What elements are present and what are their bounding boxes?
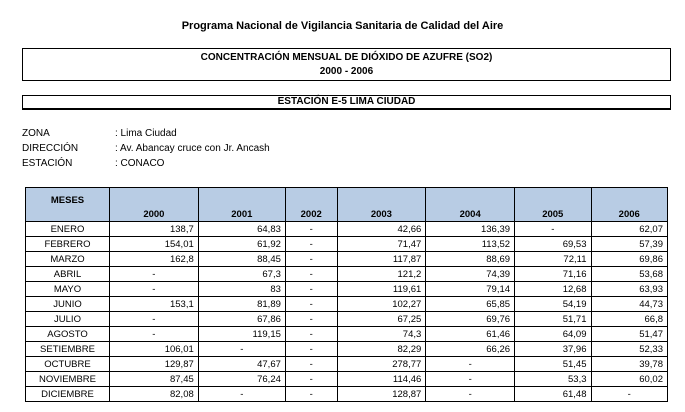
value-cell: 117,87	[337, 252, 426, 267]
value-cell: -	[110, 327, 199, 342]
value-cell: 129,87	[110, 357, 199, 372]
value-cell: -	[285, 282, 337, 297]
value-cell: 278,77	[337, 357, 426, 372]
info-value: : Lima Ciudad	[115, 128, 177, 139]
value-cell: 136,39	[426, 222, 515, 237]
month-cell: MARZO	[26, 252, 110, 267]
year-column-header: 2003	[337, 188, 426, 222]
table-row	[26, 252, 668, 267]
month-column-header: MESES	[26, 188, 110, 222]
value-cell: 113,52	[426, 237, 515, 252]
value-cell: -	[515, 222, 591, 237]
value-cell: 66,8	[591, 312, 668, 327]
year-column-header: 2004	[426, 188, 515, 222]
value-cell: 69,76	[426, 312, 515, 327]
value-cell: 81,89	[198, 297, 285, 312]
value-cell: 47,67	[198, 357, 285, 372]
value-cell: 154,01	[110, 237, 199, 252]
value-cell: 62,07	[591, 222, 668, 237]
value-cell: 102,27	[337, 297, 426, 312]
month-cell: ABRIL	[26, 267, 110, 282]
value-cell: 67,25	[337, 312, 426, 327]
table-row	[26, 372, 668, 387]
value-cell: -	[426, 372, 515, 387]
value-cell: -	[285, 372, 337, 387]
value-cell: 138,7	[110, 222, 199, 237]
month-cell: JUNIO	[26, 297, 110, 312]
month-cell: JULIO	[26, 312, 110, 327]
value-cell: 88,69	[426, 252, 515, 267]
month-cell: MAYO	[26, 282, 110, 297]
value-cell: 53,68	[591, 267, 668, 282]
value-cell: 52,33	[591, 342, 668, 357]
year-column-header: 2002	[285, 188, 337, 222]
value-cell: -	[285, 327, 337, 342]
value-cell: -	[285, 387, 337, 402]
value-cell: -	[285, 342, 337, 357]
value-cell: 71,47	[337, 237, 426, 252]
month-cell: AGOSTO	[26, 327, 110, 342]
value-cell: 74,3	[337, 327, 426, 342]
info-value: : CONACO	[115, 158, 165, 169]
value-cell: 82,08	[110, 387, 199, 402]
value-cell: 65,85	[426, 297, 515, 312]
value-cell: 69,86	[591, 252, 668, 267]
value-cell: -	[591, 387, 668, 402]
program-title: Programa Nacional de Vigilancia Sanitaria de Calidad del Aire	[181, 20, 504, 32]
report-title: CONCENTRACIÓN MENSUAL DE DIÓXIDO DE AZUFRE (SO2)	[200, 52, 493, 63]
table-row	[26, 267, 668, 282]
year-column-header: 2005	[515, 188, 591, 222]
value-cell: 44,73	[591, 297, 668, 312]
info-key: ZONA	[22, 128, 50, 139]
value-cell: 82,29	[337, 342, 426, 357]
value-cell: 61,46	[426, 327, 515, 342]
year-column-header: 2001	[198, 188, 285, 222]
table-row	[26, 237, 668, 252]
year-column-header: 2000	[110, 188, 199, 222]
value-cell: 88,45	[198, 252, 285, 267]
table-row	[26, 357, 668, 372]
month-cell: ENERO	[26, 222, 110, 237]
value-cell: 83	[198, 282, 285, 297]
value-cell: 106,01	[110, 342, 199, 357]
value-cell: -	[285, 312, 337, 327]
value-cell: 67,86	[198, 312, 285, 327]
info-value: : Av. Abancay cruce con Jr. Ancash	[115, 143, 270, 154]
so2-table	[25, 187, 668, 402]
month-cell: DICIEMBRE	[26, 387, 110, 402]
value-cell: 119,61	[337, 282, 426, 297]
value-cell: -	[285, 267, 337, 282]
value-cell: 51,45	[515, 357, 591, 372]
table-row	[26, 312, 668, 327]
value-cell: 51,71	[515, 312, 591, 327]
table-row	[26, 387, 668, 402]
value-cell: 114,46	[337, 372, 426, 387]
value-cell: 39,78	[591, 357, 668, 372]
value-cell: 72,11	[515, 252, 591, 267]
value-cell: 162,8	[110, 252, 199, 267]
value-cell: -	[285, 297, 337, 312]
value-cell: -	[285, 357, 337, 372]
value-cell: 51,47	[591, 327, 668, 342]
value-cell: 64,83	[198, 222, 285, 237]
value-cell: 12,68	[515, 282, 591, 297]
value-cell: -	[110, 282, 199, 297]
value-cell: 153,1	[110, 297, 199, 312]
value-cell: 63,93	[591, 282, 668, 297]
value-cell: 42,66	[337, 222, 426, 237]
value-cell: -	[426, 357, 515, 372]
table-row	[26, 297, 668, 312]
value-cell: 53,3	[515, 372, 591, 387]
value-cell: -	[110, 312, 199, 327]
month-cell: SETIEMBRE	[26, 342, 110, 357]
value-cell: -	[285, 222, 337, 237]
table-header-row	[26, 188, 668, 222]
value-cell: 69,53	[515, 237, 591, 252]
table-row	[26, 327, 668, 342]
month-cell: FEBRERO	[26, 237, 110, 252]
station-header: ESTACIÓN E-5 LIMA CIUDAD	[22, 95, 671, 110]
year-column-header: 2006	[591, 188, 668, 222]
value-cell: 87,45	[110, 372, 199, 387]
value-cell: 61,48	[515, 387, 591, 402]
value-cell: 71,16	[515, 267, 591, 282]
value-cell: 74,39	[426, 267, 515, 282]
info-key: ESTACIÓN	[22, 158, 73, 169]
value-cell: 121,2	[337, 267, 426, 282]
value-cell: 37,96	[515, 342, 591, 357]
info-key: DIRECCIÓN	[22, 143, 79, 154]
value-cell: 66,26	[426, 342, 515, 357]
value-cell: 119,15	[198, 327, 285, 342]
value-cell: 60,02	[591, 372, 668, 387]
report-title-box	[22, 48, 671, 81]
value-cell: 128,87	[337, 387, 426, 402]
table-row	[26, 282, 668, 297]
value-cell: -	[285, 252, 337, 267]
month-cell: OCTUBRE	[26, 357, 110, 372]
report-period: 2000 - 2006	[319, 66, 374, 77]
value-cell: -	[285, 237, 337, 252]
value-cell: 79,14	[426, 282, 515, 297]
value-cell: -	[198, 342, 285, 357]
value-cell: 76,24	[198, 372, 285, 387]
value-cell: -	[110, 267, 199, 282]
table-row	[26, 342, 668, 357]
value-cell: 64,09	[515, 327, 591, 342]
value-cell: 67,3	[198, 267, 285, 282]
value-cell: 61,92	[198, 237, 285, 252]
value-cell: 54,19	[515, 297, 591, 312]
table-row	[26, 222, 668, 237]
month-cell: NOVIEMBRE	[26, 372, 110, 387]
value-cell: -	[426, 387, 515, 402]
value-cell: 57,39	[591, 237, 668, 252]
value-cell: -	[198, 387, 285, 402]
